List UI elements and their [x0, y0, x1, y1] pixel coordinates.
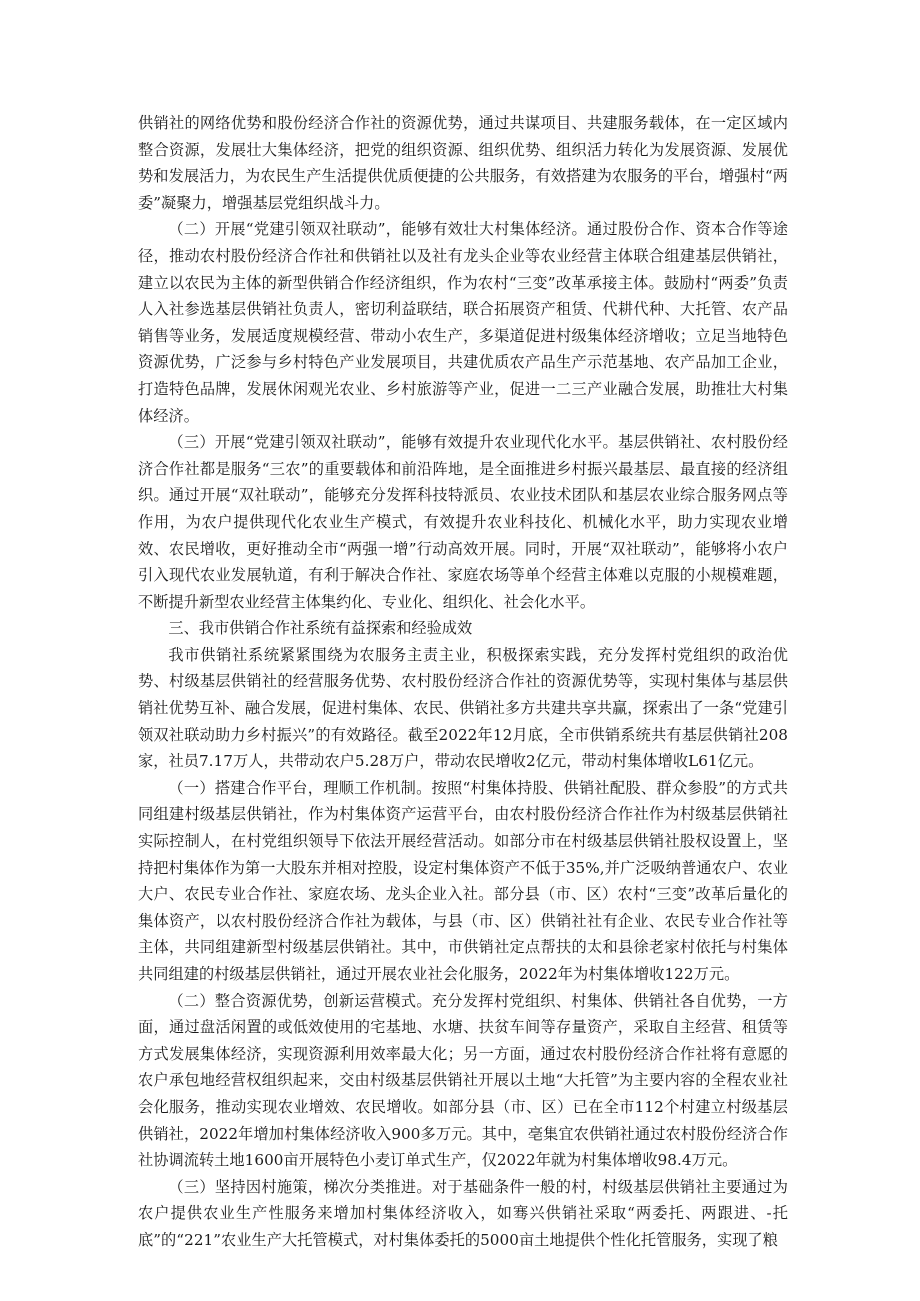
paragraph-measure-1: （一）搭建合作平台，理顺工作机制。按照“村集体持股、供销社配股、群众参股”的方式共同组建村级基层供销社，作为村集体资产运营平台，由农村股份经济合作社作为村级基层供销社实际控制人，在村党组织领导下依法开展经营活动。如部分市在村级基层供销社股权设置上，坚持把村集体作为第一大股东并相对控股，设定村集体资产不低于35%,并广泛吸纳普通农户、农业大户、农民专业合作社、家庭农场、龙头企业入社。部分县（市、区）农村“三变”改革后量化的集体资产，以农村股份经济合作社为载体，与县（市、区）供销社社有企业、农民专业合作社等主体，共同组建新型村级基层供销社。其中，市供销社定点帮扶的太和县徐老家村依托与村集体共同组建的村级基层供销社，通过开展农业社会化服务，2022年为村集体增收122万元。	[138, 778, 788, 983]
paragraph-point-2: （二）开展“党建引领双社联动”，能够有效壮大村集体经济。通过股份合作、资本合作等途径，推动农村股份经济合作社和供销社以及社有龙头企业等农业经营主体联合组建基层供销社，建立以农民为主体的新型供销合作经济组织，作为农村“三变”改革承接主体。鼓励村“两委”负责人入社参选基层供销社负责人，密切利益联结，联合拓展资产租赁、代耕代种、大托管、农产品销售等业务，发展适度规模经营、带动小农生产，多渠道促进村级集体经济增收；立足当地特色资源优势，广泛参与乡村特色产业发展项目，共建优质农产品生产示范基地、农产品加工企业，打造特色品牌，发展休闲观光农业、乡村旅游等产业，促进一二三产业融合发展，助推壮大村集体经济。	[138, 220, 788, 425]
paragraph-section-intro: 我市供销社系统紧紧围绕为农服务主责主业，积极探索实践，充分发挥村党组织的政治优势、村级基层供销社的经营服务优势、农村股份经济合作社的资源优势等，实现村集体与基层供销社优势互补、融合发展，促进村集体、农民、供销社多方共建共享共赢，探索出了一条“党建引领双社联动助力乡村振兴”的有效路径。截至2022年12月底，全市供销系统共有基层供销社208家，社员7.17万人，共带动农户5.28万户，带动农民增收2亿元，带动村集体增收L61亿元。	[138, 645, 788, 771]
paragraph-measure-3: （三）坚持因村施策，梯次分类推进。对于基础条件一般的村，村级基层供销社主要通过为农户提供农业生产性服务来增加村集体经济收入，如骞兴供销社采取“两委托、两跟进、-托底”的“221”农业生产大托管模式，对村集体委托的5000亩土地提供个性化托管服务，实现了粮	[138, 1177, 788, 1249]
paragraph-intro-continued: 供销社的网络优势和股份经济合作社的资源优势，通过共谋项目、共建服务载体，在一定区域内整合资源，发展壮大集体经济，把党的组织资源、组织优势、组织活力转化为发展资源、发展优势和发展活力，为农民生产生活提供优质便捷的公共服务，有效搭建为农服务的平台，增强村“两委”凝聚力，增强基层党组织战斗力。	[138, 114, 788, 212]
section-heading: 三、我市供销合作社系统有益探索和经验成效	[168, 619, 473, 638]
paragraph-measure-2: （二）整合资源优势，创新运营模式。充分发挥村党组织、村集体、供销社各自优势，一方面，通过盘活闲置的或低效使用的宅基地、水塘、扶贫车间等存量资产，采取自主经营、租赁等方式发展集体经济，实现资源利用效率最大化；另一方面，通过农村股份经济合作社将有意愿的农户承包地经营权组织起来，交由村级基层供销社开展以土地“大托管”为主要内容的全程农业社会化服务，推动实现农业增效、农民增收。如部分县（市、区）已在全市112个村建立村级基层供销社，2022年增加村集体经济收入900多万元。其中，亳集宜农供销社通过农村股份经济合作社协调流转土地1600亩开展特色小麦订单式生产，仅2022年就为村集体增收98.4万元。	[138, 991, 788, 1170]
document-page	[138, 110, 788, 1254]
paragraph-point-3: （三）开展“党建引领双社联动”，能够有效提升农业现代化水平。基层供销社、农村股份经济合作社都是服务“三农”的重要载体和前沿阵地，是全面推进乡村振兴最基层、最直接的经济组织。通过开展“双社联动”，能够充分发挥科技特派员、农业技术团队和基层农业综合服务网点等作用，为农户提供现代化农业生产模式，有效提升农业科技化、机械化水平，助力实现农业增效、农民增收，更好推动全市“两强一增”行动高效开展。同时，开展“双社联动”，能够将小农户引入现代农业发展轨道，有利于解决合作社、家庭农场等单个经营主体难以克服的小规模难题，不断提升新型农业经营主体集约化、专业化、组织化、社会化水平。	[138, 433, 788, 611]
